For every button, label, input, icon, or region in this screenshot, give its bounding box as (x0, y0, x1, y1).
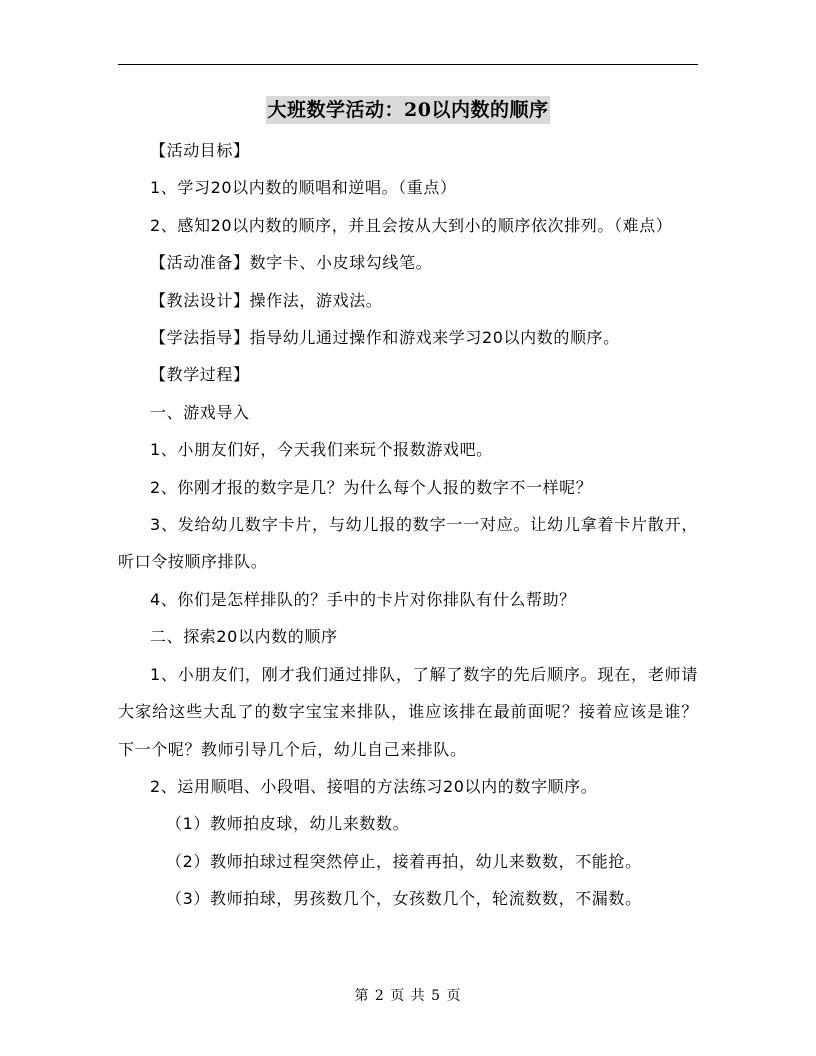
paragraph: （1）教师拍皮球，幼儿来数数。 (166, 814, 410, 834)
paragraph: 【教法设计】操作法，游戏法。 (150, 290, 383, 310)
paragraph: 一、游戏导入 (150, 402, 250, 422)
paragraph: 1、小朋友们好，今天我们来玩个报数游戏吧。 (150, 440, 493, 460)
paragraph: 1、学习20以内数的顺唱和逆唱。（重点） (150, 178, 457, 198)
paragraph: 2、运用顺唱、小段唱、接唱的方法练习20以内的数字顺序。 (150, 776, 598, 796)
paragraph: 【教学过程】 (150, 365, 250, 385)
paragraph: 【活动目标】 (150, 141, 250, 160)
paragraph: 3、发给幼儿数字卡片，与幼儿报的数字一一对应。让幼儿拿着卡片散开，听口令按顺序排队。 (118, 515, 698, 572)
document-title: 大班数学活动：20以内数的顺序 (266, 96, 551, 124)
paragraph: 二、探索20以内数的顺序 (150, 627, 338, 647)
paragraph: （3）教师拍球，男孩数几个，女孩数几个，轮流数数，不漏数。 (166, 889, 642, 909)
header-rule (118, 64, 698, 65)
title-container (0, 96, 816, 124)
paragraph: 1、小朋友们，刚才我们通过排队，了解了数字的先后顺序。现在，老师请大家给这些大乱了的数字宝宝来排队，谁应该排在最前面呢？接着应该是谁？下一个呢？教师引导几个后，幼儿自己来排队。 (118, 664, 698, 759)
document-body (118, 132, 698, 918)
paragraph: （2）教师拍球过程突然停止，接着再拍，幼儿来数数，不能抢。 (166, 851, 642, 871)
paragraph: 【活动准备】数字卡、小皮球勾线笔。 (150, 253, 433, 273)
paragraph: 【学法指导】指导幼儿通过操作和游戏来学习20以内数的顺序。 (150, 328, 620, 348)
paragraph: 2、感知20以内数的顺序，并且会按从大到小的顺序依次排列。（难点） (150, 215, 673, 235)
paragraph: 4、你们是怎样排队的？手中的卡片对你排队有什么帮助？ (150, 589, 576, 609)
page-footer: 第 2 页 共 5 页 (354, 988, 462, 1004)
paragraph: 2、你刚才报的数字是几？为什么每个人报的数字不一样呢？ (150, 477, 593, 497)
